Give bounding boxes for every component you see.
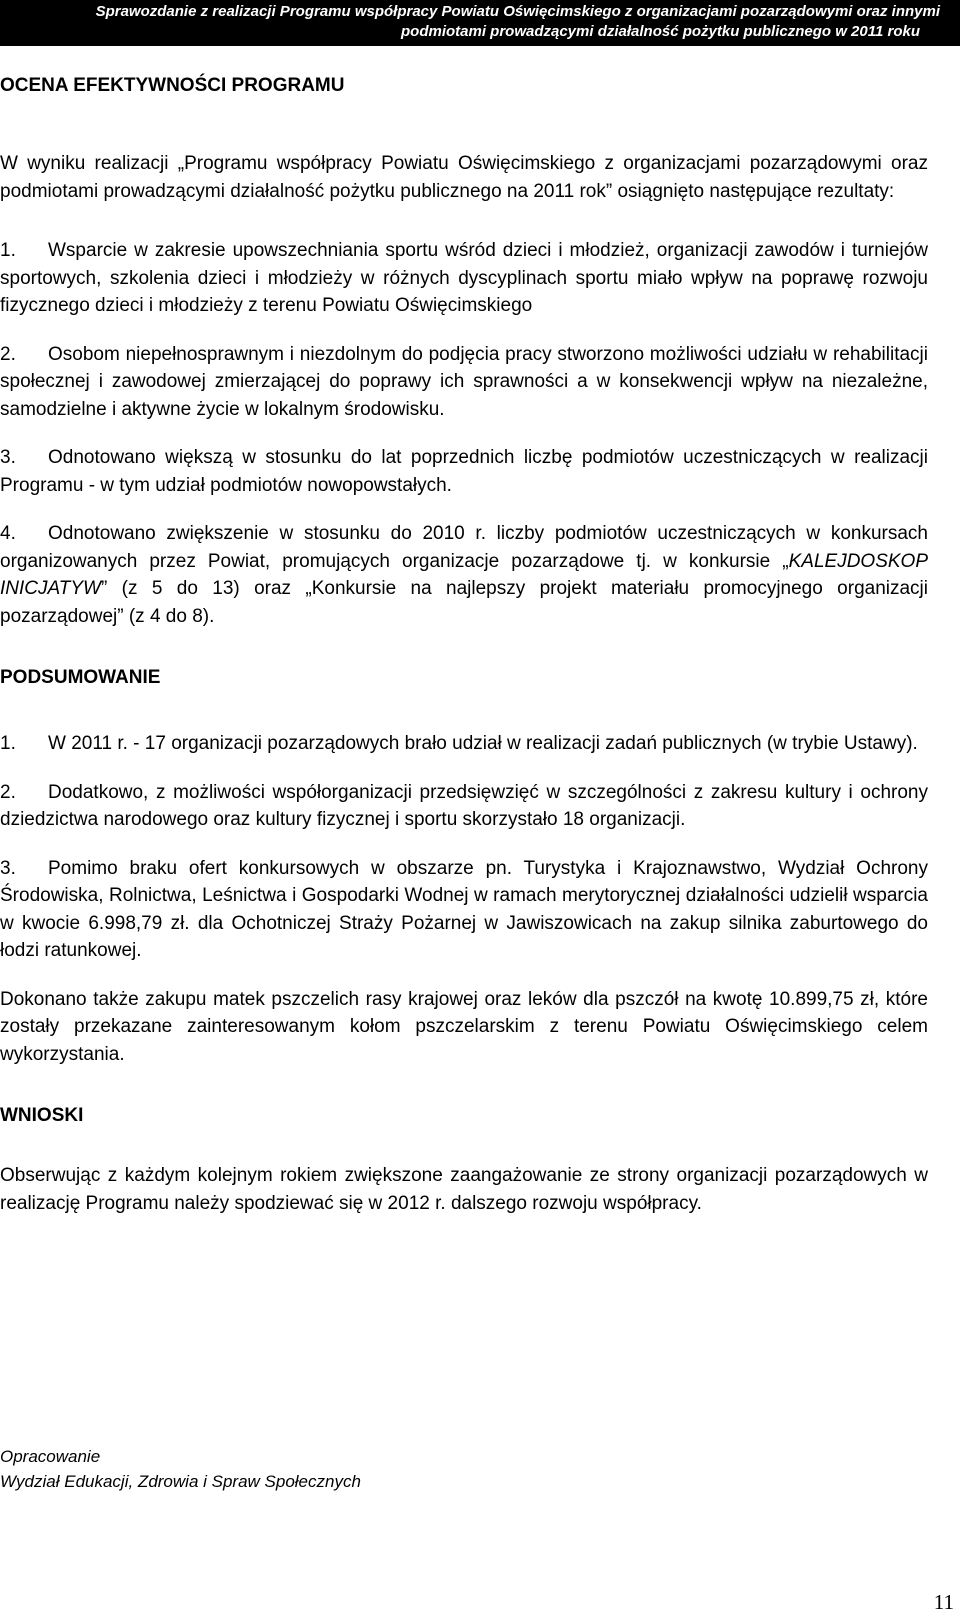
result-number: 1. <box>0 240 16 261</box>
summary-item-1 <box>0 730 928 758</box>
result-item-3 <box>0 444 928 499</box>
result-text: Osobom niepełnosprawnym i niezdolnym do podjęcia pracy stworzono możliwości udziału w rehabilitacji społecznej i zawodowej zmierzającej do poprawy ich sprawności a w konsekwencji wpływ na niezależne, samodzielne i aktywne życie w lokalnym środowisku. <box>0 343 928 420</box>
summary-number: 2. <box>0 781 16 803</box>
result-item-1 <box>0 237 928 320</box>
header-line-2: podmiotami prowadzącymi działalność pożytku publicznego w 2011 roku <box>401 23 920 40</box>
header-line-1: Sprawozdanie z realizacji Programu współpracy Powiatu Oświęcimskiego z organizacjami pozarządowymi oraz innymi <box>95 3 940 20</box>
section-title-evaluation: OCENA EFEKTYWNOŚCI PROGRAMU <box>0 75 345 96</box>
summary-text: Dodatkowo, z możliwości współorganizacji przedsięwzięć w szczególności z zakresu kultury i ochrony dziedzictwa narodowego oraz kultury fizycznej i sportu skorzystało 18 organizacji. <box>0 781 928 830</box>
conclusions-paragraph: Obserwując z każdym kolejnym rokiem zwiększone zaangażowanie ze strony organizacji pozarządowych w realizację Programu należy spodziewać się w 2012 r. dalszego rozwoju współpracy. <box>0 1165 928 1214</box>
contest-name: KALEJDOSKOP INICJATYW <box>0 550 928 599</box>
section-title-summary: PODSUMOWANIE <box>0 667 161 688</box>
result-number: 4. <box>0 523 16 544</box>
intro-paragraph: W wyniku realizacji „Programu współpracy Powiatu Oświęcimskiego z organizacjami pozarządowymi oraz podmiotami prowadzącymi działalność pożytku publicznego na 2011 rok” osiągnięto następujące rezultaty: <box>0 153 928 202</box>
page-number: 11 <box>933 1590 954 1614</box>
result-item-2 <box>0 341 928 424</box>
section-title-conclusions: WNIOSKI <box>0 1105 84 1126</box>
result-number: 3. <box>0 447 16 468</box>
summary-extra-paragraph: Dokonano także zakupu matek pszczelich rasy krajowej oraz leków dla pszczół na kwotę 10.899,75 zł, które zostały przekazane zainteresowanym kołom pszczelarskim z terenu Powiatu Oświęcimskiego celem wykorzystania. <box>0 988 928 1065</box>
document-body <box>0 70 928 1217</box>
summary-item-2 <box>0 779 928 834</box>
summary-text: W 2011 r. - 17 organizacji pozarządowych brało udział w realizacji zadań publicznych (w trybie Ustawy). <box>48 733 918 754</box>
result-text-after: ” (z 5 do 13) oraz „Konkursie na najlepszy projekt materiału promocyjnego organizacji pozarządowej” (z 4 do 8). <box>0 578 928 627</box>
running-header <box>0 2 960 42</box>
footer-line-1: Opracowanie <box>0 1447 101 1466</box>
summary-number: 1. <box>0 733 16 754</box>
footer-signature <box>0 1444 361 1494</box>
summary-text: Pomimo braku ofert konkursowych w obszarze pn. Turystyka i Krajoznawstwo, Wydział Ochrony Środowiska, Rolnictwa, Leśnictwa i Gospodarki Wodnej w ramach merytorycznej działalności udzielił wsparcia w kwocie 6.998,79 zł. dla Ochotniczej Straży Pożarnej w Jawiszowicach na zakup silnika zaburtowego do łodzi ratunkowej. <box>0 857 928 961</box>
summary-item-3 <box>0 855 928 965</box>
result-text-before: Odnotowano zwiększenie w stosunku do 2010 r. liczby podmiotów uczestniczących w konkursach organizowanych przez Powiat, promujących organizacje pozarządowe tj. w konkursie „ <box>0 523 928 572</box>
result-text: Wsparcie w zakresie upowszechniania sportu wśród dzieci i młodzież, organizacji zawodów i turniejów sportowych, szkolenia dzieci i młodzieży w różnych dyscyplinach sportu miało wpływ na poprawę rozwoju fizycznego dzieci i młodzieży z terenu Powiatu Oświęcimskiego <box>0 240 928 316</box>
result-text: Odnotowano większą w stosunku do lat poprzednich liczbę podmiotów uczestniczących w realizacji Programu - w tym udział podmiotów nowopowstałych. <box>0 447 928 496</box>
result-item-4 <box>0 520 928 630</box>
result-number: 2. <box>0 343 16 365</box>
footer-line-2: Wydział Edukacji, Zdrowia i Spraw Społecznych <box>0 1472 361 1491</box>
summary-number: 3. <box>0 857 16 879</box>
